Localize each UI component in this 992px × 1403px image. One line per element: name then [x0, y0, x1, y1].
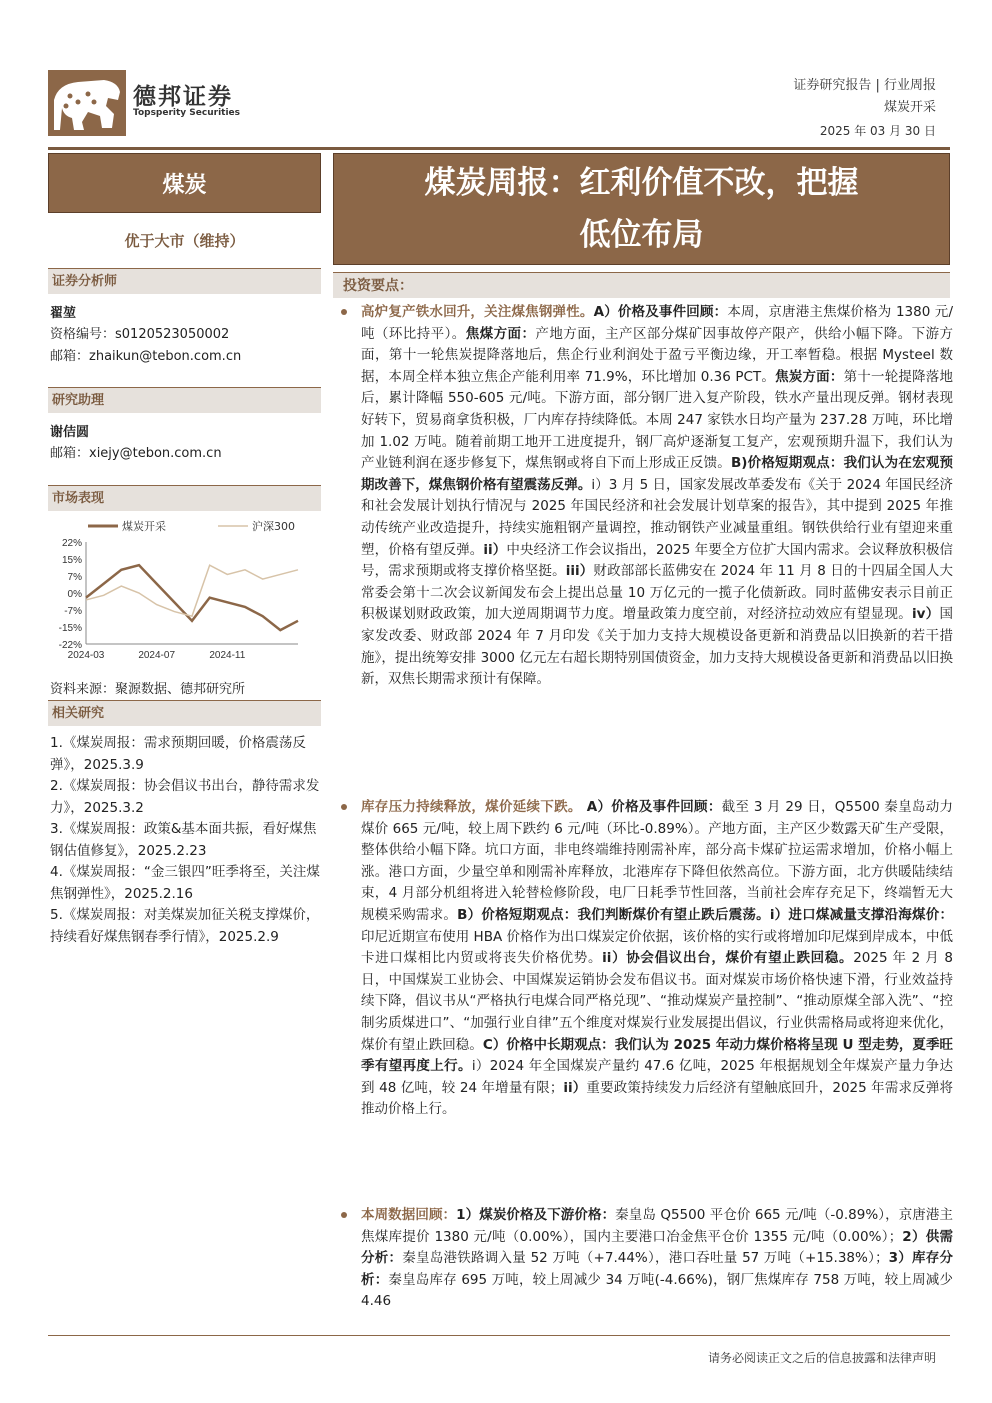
text-run: 产地方面，主产区部分煤矿因事故停产限产，供给小幅下降。下游方面，第十一轮焦炭提降落地后，焦企行业利润处于盈亏平衡边缘，开工率暂稳。根据 Mysteel 数据，本周全样本独立焦企产能利用率 71.9%，环比增加 0.36 PCT。 — [361, 325, 954, 385]
title-line-1: 煤炭周报：红利价值不改，把握 — [424, 165, 859, 201]
y-tick-label: -15% — [58, 623, 82, 634]
title-line-2: 低位布局 — [579, 217, 704, 253]
point-paragraph-2 — [341, 797, 953, 1121]
text-run: 中央经济工作会议指出，2025 年要全方位扩大国内需求。会议释放积极信号，需求预期或将支撑价格坚挺。 — [361, 541, 954, 580]
text-run: i）3 月 5 日，国家发展改革委发布《关于 2024 年国民经济和社会发展计划执行情况与 2025 年国民经济和社会发展计划草案的报告》，其中提到 2025 年推动传统产业改造提升，持续实施粗钢产量调控，推动钢铁产业减量重组。钢铁供给行业有望迎来重塑，价格有望反弹。 — [361, 476, 953, 558]
x-tick-label: 2024-11 — [209, 650, 246, 661]
y-tick-label: -22% — [58, 640, 82, 651]
assistant-name: 谢佶圆 — [50, 425, 90, 440]
related-research-list — [50, 733, 320, 948]
text-run: i）2024 年全国煤炭产量约 47.6 亿吨，2025 年根据规划全年煤炭产量力争达到 48 亿吨，较 24 年增量有限； — [361, 1058, 954, 1096]
paragraph-text — [361, 797, 953, 1121]
bold-run: B）价格短期观点：我们判断煤价有望止跌后震荡。i）进口煤减量支撑沿海煤价： — [457, 906, 953, 923]
company-logo — [48, 70, 126, 136]
assistant-email[interactable]: 邮箱：xiejy@tebon.com.cn — [50, 446, 222, 461]
related-item[interactable]: 3.《煤炭周报：政策&基本面共振，看好煤焦钢估值修复》，2025.2.23 — [50, 821, 317, 859]
assistant-heading: 研究助理 — [48, 387, 321, 413]
related-heading: 相关研究 — [48, 700, 321, 726]
text-run: 财政部部长蓝佛安在 2024 年 11 月 8 日的十四届全国人大常委会第十二次会议新闻发布会上提出总量 10 万亿元的一揽子化债新政。同时蓝佛安表示目前正积极谋划财政政策，加大逆周期调节力度。增量政策力度空前，对经济拉动效应有望显现。 — [361, 563, 954, 623]
y-tick-label: 0% — [67, 589, 82, 600]
bold-run: A）价格及事件回顾： — [593, 304, 728, 320]
text-run: 印尼近期宣布使用 HBA 价格作为出口煤炭定价依据，该价格的实行或将增加印尼煤到岸成本，中低卡进口煤相比内贸或将丧失价格优势。 — [361, 928, 953, 967]
report-title — [333, 153, 950, 265]
paragraph-text — [361, 1205, 953, 1313]
brand-name-en: Topsperity Securities — [133, 108, 240, 118]
bold-run: 1）煤炭价格及下游价格： — [456, 1207, 616, 1223]
y-tick-label: 7% — [67, 572, 82, 583]
point-paragraph-3 — [341, 1205, 953, 1313]
bullet-icon — [341, 309, 347, 315]
bold-run: ii） — [483, 541, 507, 558]
bold-run: B)价格短期观点：我们认为在宏观预期改善下，煤焦钢价格有望震荡反弹。 — [361, 455, 953, 493]
text-run: 秦皇岛 Q5500 平仓价 665 元/吨（-0.89%），京唐港主焦煤库提价 1380 元/吨（0.00%），国内主要港口冶金焦平仓价 1355 元/吨（0.00%）； — [361, 1207, 953, 1245]
bold-run: ii）协会倡议出台，煤价有望止跌回稳。 — [602, 950, 854, 967]
paragraph-text — [361, 302, 953, 691]
analyst-cert: 资格编号：s0120523050002 — [50, 327, 230, 342]
legend-label: 煤炭开采 — [122, 520, 166, 533]
related-item[interactable]: 1.《煤炭周报：需求预期回暖，价格震荡反弹》，2025.3.9 — [50, 735, 306, 773]
analyst-email[interactable]: 邮箱：zhaikun@tebon.com.cn — [50, 349, 242, 364]
bold-run: 焦煤方面： — [465, 325, 536, 342]
market-heading: 市场表现 — [48, 485, 321, 511]
analyst-name: 翟堃 — [50, 306, 77, 321]
text-run: 秦皇岛港铁路调入量 52 万吨（+7.44%），港口吞吐量 57 万吨（+15.38%）； — [402, 1250, 889, 1267]
bold-run: 焦炭方面： — [775, 368, 844, 385]
bold-run: 3）库存分析： — [361, 1250, 953, 1288]
bold-run: iv） — [912, 606, 940, 623]
y-tick-label: 22% — [61, 538, 82, 549]
footer-divider — [48, 1335, 950, 1336]
text-run: 秦皇岛库存 695 万吨，较上周减少 34 万吨(-4.66%)，钢厂焦煤库存 758 万吨，较上周减少 4.46 — [361, 1271, 953, 1310]
bold-run: C）价格中长期观点：我们认为 2025 年动力煤价格将呈现 U 型走势，夏季旺季有望再度上行。 — [361, 1036, 953, 1075]
industry-subsector: 煤炭开采 — [883, 100, 936, 115]
brand-name-cn: 德邦证券 — [133, 84, 233, 110]
text-run: 国家发改委、财政部 2024 年 7 月印发《关于加力支持大规模设备更新和消费品以旧换新的若干措施》，提出统筹安排 3000 亿元左右超长期特别国债资金，加力支持大规模设备更新和消费品以旧换新，双焦长期需求预计有保障。 — [361, 606, 953, 688]
bold-run: iii） — [565, 563, 594, 580]
text-run: 2025 年 2 月 8 日，中国煤炭工业协会、中国煤炭运销协会发布倡议书。面对煤炭市场价格快速下滑，行业效益持续下降，倡议书从“严格执行电煤合同严格兑现”、“推动煤炭产量控制”、“推动原煤全部入洗”、“控制劣质煤进口”、“加强行业自律”五个维度对煤炭行业发展提出倡议，行业供需格局或将迎来优化，煤价有望止跌回稳。 — [361, 950, 953, 1053]
text-run: 第十一轮提降落地后，累计降幅 550-605 元/吨。下游方面，部分钢厂进入复产阶段，铁水产量出现反弹。钢材表现好转下，贸易商拿货积极，厂内库存持续降低。本周 247 家铁水日均产量为 237.28 万吨，环比增加 1.02 万吨。随着前期工地开工进度提升，钢厂高炉逐渐复工复产，宏观预期升温下，我们认为产业链利润在逐步修复下，煤焦钢或将自下而上形成正反馈。 — [361, 368, 954, 472]
bold-run: 2）供需分析： — [361, 1228, 953, 1267]
sector-label: 煤炭 — [48, 153, 321, 213]
related-item[interactable]: 2.《煤炭周报：协会倡议书出台，静待需求发力》，2025.3.2 — [50, 778, 320, 816]
bullet-icon — [341, 804, 347, 810]
bold-run: A）价格及事件回顾： — [581, 799, 722, 815]
text-run: 截至 3 月 29 日，Q5500 秦皇岛动力煤价 665 元/吨，较上周下跌约 6 元/吨（环比-0.89%）。产地方面，主产区少数露天矿生产受限，整体供给小幅下降。坑口方面，非电终端维持刚需补库，部分高卡煤矿拉运需求增加，价格小幅上涨。港口方面，少量空单和刚需补库释放，北港库存下降但依然高位。下游方面，北方供暖陆续结束，4 月部分机组将进入轮替检修阶段，电厂日耗季节性回落，当前社会库存充足下，终端暂无大规模采购需求。 — [361, 799, 953, 923]
analyst-heading: 证券分析师 — [48, 268, 321, 294]
paragraph-lead: 本周数据回顾： — [361, 1207, 457, 1223]
series-line-coal-mining — [86, 565, 298, 630]
related-item[interactable]: 4.《煤炭周报：“金三银四”旺季将至，关注煤焦钢弹性》，2025.2.16 — [50, 864, 320, 902]
text-run: 重要政策持续发力后经济有望触底回升，2025 年需求反弹将推动价格上行。 — [361, 1079, 953, 1118]
y-tick-label: -7% — [64, 606, 82, 617]
report-date: 2025 年 03 月 30 日 — [819, 124, 936, 138]
paragraph-lead: 高炉复产铁水回升，关注煤焦钢弹性。 — [361, 304, 594, 320]
bold-run: ii） — [563, 1079, 587, 1096]
bullet-icon — [341, 1212, 347, 1218]
doc-type: 证券研究报告 | 行业周报 — [793, 78, 936, 93]
point-paragraph-1 — [341, 302, 953, 691]
market-performance-chart — [48, 516, 308, 664]
chart-source: 资料来源：聚源数据、德邦研究所 — [50, 682, 246, 697]
legend-label: 沪深300 — [252, 520, 295, 533]
paragraph-lead: 库存压力持续释放，煤价延续下跌。 — [361, 799, 582, 815]
text-run: 本周，京唐港主焦煤价格为 1380 元/吨（环比持平）。 — [361, 304, 953, 342]
y-tick-label: 15% — [61, 555, 82, 566]
x-tick-label: 2024-03 — [67, 650, 105, 661]
investment-points-heading: 投资要点： — [333, 272, 950, 298]
x-tick-label: 2024-07 — [138, 650, 176, 661]
related-item[interactable]: 5.《煤炭周报：对美煤炭加征关税支撑煤价，持续看好煤焦钢春季行情》，2025.2.9 — [50, 907, 320, 945]
rating: 优于大市（维持） — [124, 232, 245, 250]
footer-disclaimer[interactable]: 请务必阅读正文之后的信息披露和法律声明 — [707, 1351, 936, 1365]
header-divider — [48, 147, 950, 150]
